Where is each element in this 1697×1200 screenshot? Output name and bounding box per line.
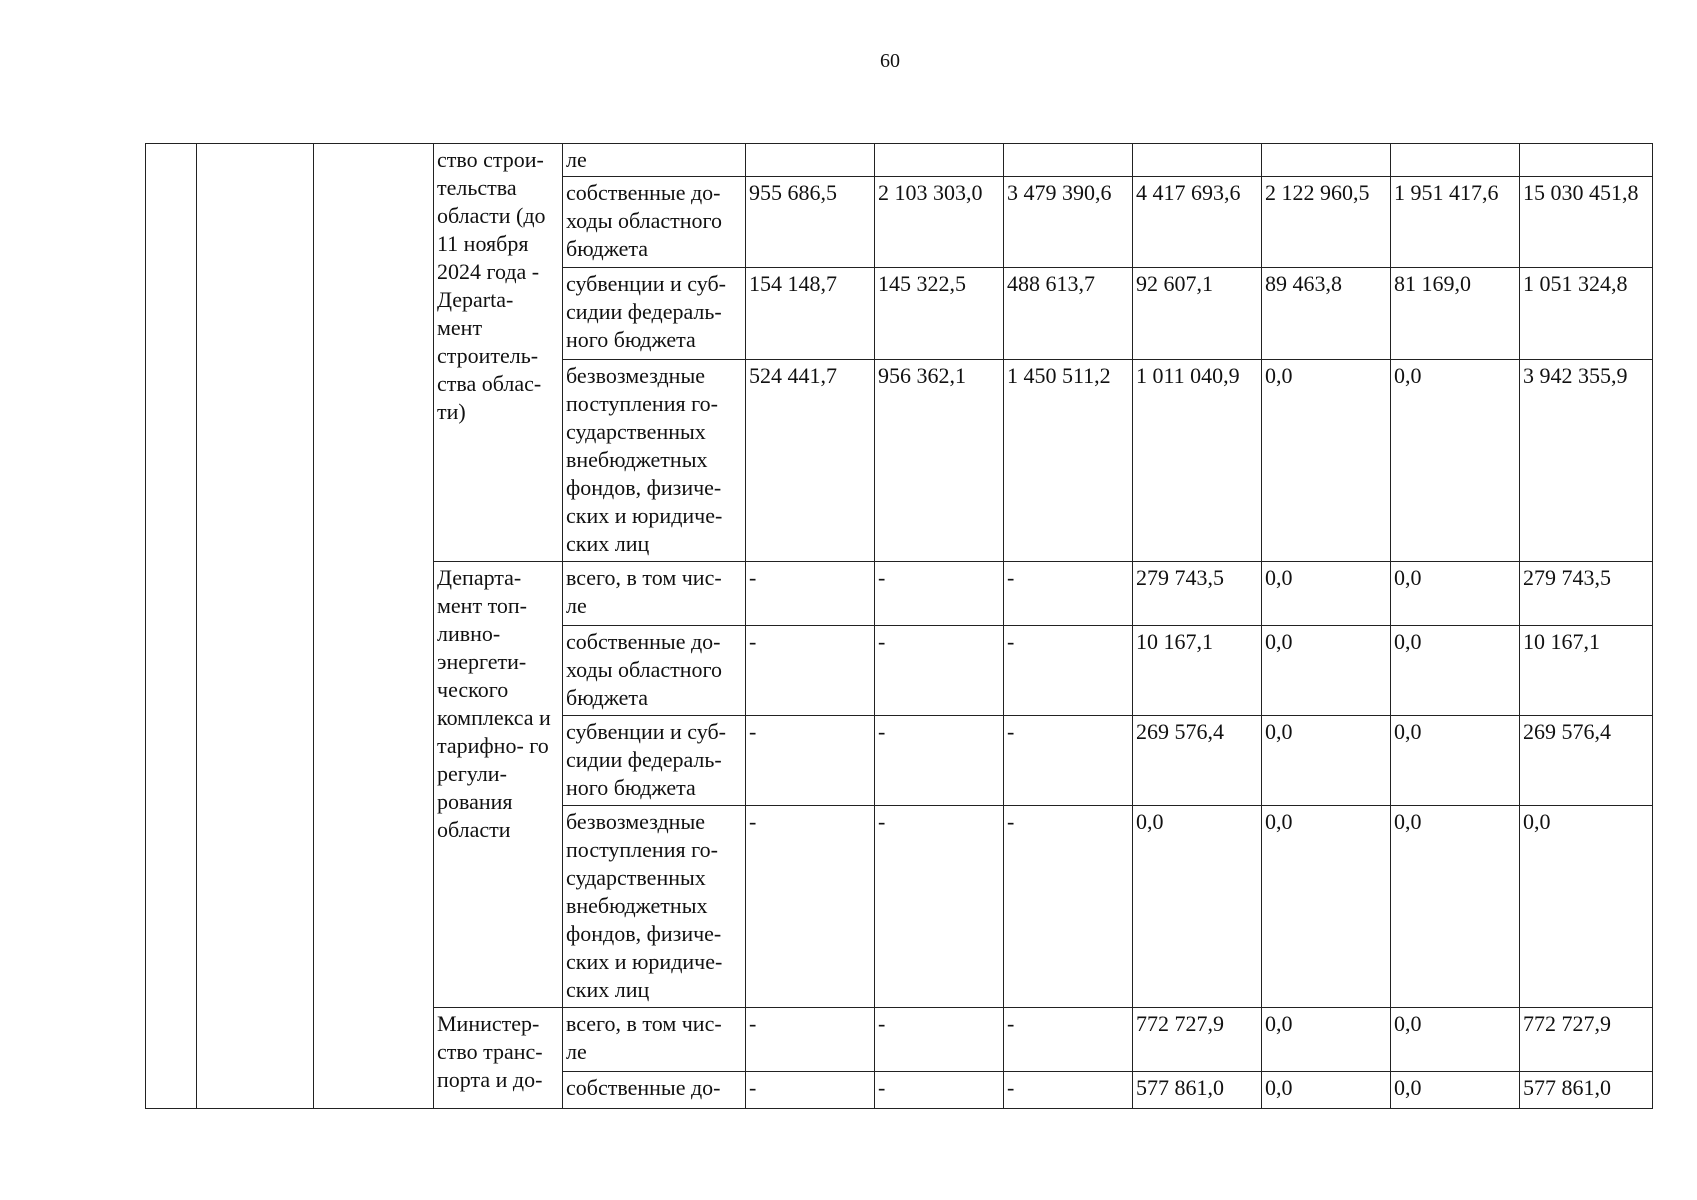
empty-cell: [197, 144, 314, 1109]
value-cell: -: [1004, 1072, 1133, 1109]
value-cell: 10 167,1: [1133, 626, 1262, 716]
total-value-cell: 577 861,0: [1520, 1072, 1653, 1109]
table-row: [146, 144, 1653, 177]
executor-cell: Департа- мент топ- ливно- энергети- ческого комплекса и тарифно- го регули- рования области: [434, 562, 563, 1008]
value-cell: 2 103 303,0: [875, 177, 1004, 268]
total-value-cell: 269 576,4: [1520, 716, 1653, 806]
funding-source-cell: субвенции и суб- сидии федераль- ного бюджета: [563, 716, 746, 806]
value-cell: -: [875, 562, 1004, 626]
total-value-cell: 0,0: [1520, 806, 1653, 1008]
value-cell: 81 169,0: [1391, 268, 1520, 360]
value-cell: [1262, 144, 1391, 177]
value-cell: [875, 144, 1004, 177]
total-value-cell: 10 167,1: [1520, 626, 1653, 716]
funding-source-cell: безвозмездные поступления го- сударственных внебюджетных фондов, физиче- ских и юридиче- ских лиц: [563, 360, 746, 562]
value-cell: 577 861,0: [1133, 1072, 1262, 1109]
value-cell: 0,0: [1133, 806, 1262, 1008]
value-cell: 488 613,7: [1004, 268, 1133, 360]
value-cell: [1133, 144, 1262, 177]
value-cell: 524 441,7: [746, 360, 875, 562]
value-cell: 0,0: [1391, 1072, 1520, 1109]
value-cell: 145 322,5: [875, 268, 1004, 360]
value-cell: 154 148,7: [746, 268, 875, 360]
executor-cell: Министер- ство транс- порта и до-: [434, 1008, 563, 1109]
value-cell: 0,0: [1262, 360, 1391, 562]
value-cell: 89 463,8: [1262, 268, 1391, 360]
total-value-cell: 1 051 324,8: [1520, 268, 1653, 360]
value-cell: -: [1004, 626, 1133, 716]
value-cell: 956 362,1: [875, 360, 1004, 562]
value-cell: 0,0: [1391, 806, 1520, 1008]
funding-source-cell: собственные до-: [563, 1072, 746, 1109]
funding-table: [145, 143, 1653, 1109]
executor-cell: ство строи- тельства области (до 11 ноября 2024 года - Деparta- мент строитель- ства облас- ти): [434, 144, 563, 562]
value-cell: 92 607,1: [1133, 268, 1262, 360]
value-cell: 4 417 693,6: [1133, 177, 1262, 268]
value-cell: -: [1004, 1008, 1133, 1072]
value-cell: 269 576,4: [1133, 716, 1262, 806]
value-cell: 1 951 417,6: [1391, 177, 1520, 268]
value-cell: [746, 144, 875, 177]
value-cell: -: [746, 806, 875, 1008]
value-cell: 3 479 390,6: [1004, 177, 1133, 268]
funding-source-cell: всего, в том чис- ле: [563, 562, 746, 626]
value-cell: 2 122 960,5: [1262, 177, 1391, 268]
total-value-cell: 772 727,9: [1520, 1008, 1653, 1072]
value-cell: 0,0: [1391, 360, 1520, 562]
total-value-cell: 3 942 355,9: [1520, 360, 1653, 562]
value-cell: -: [1004, 806, 1133, 1008]
value-cell: 0,0: [1262, 716, 1391, 806]
value-cell: [1391, 144, 1520, 177]
value-cell: 0,0: [1262, 562, 1391, 626]
empty-cell: [146, 144, 197, 1109]
value-cell: -: [746, 716, 875, 806]
value-cell: -: [746, 1008, 875, 1072]
value-cell: 279 743,5: [1133, 562, 1262, 626]
value-cell: 1 450 511,2: [1004, 360, 1133, 562]
funding-source-cell: безвозмездные поступления го- сударственных внебюджетных фондов, физиче- ских и юридиче- ских лиц: [563, 806, 746, 1008]
value-cell: 955 686,5: [746, 177, 875, 268]
funding-source-cell: всего, в том чис- ле: [563, 1008, 746, 1072]
funding-source-cell: субвенции и суб- сидии федераль- ного бюджета: [563, 268, 746, 360]
value-cell: 0,0: [1391, 1008, 1520, 1072]
funding-source-cell: собственные до- ходы областного бюджета: [563, 626, 746, 716]
value-cell: -: [875, 806, 1004, 1008]
value-cell: -: [875, 716, 1004, 806]
value-cell: -: [875, 1008, 1004, 1072]
value-cell: 0,0: [1262, 806, 1391, 1008]
value-cell: 0,0: [1262, 626, 1391, 716]
value-cell: [1004, 144, 1133, 177]
value-cell: 0,0: [1262, 1008, 1391, 1072]
total-value-cell: [1520, 144, 1653, 177]
value-cell: -: [746, 562, 875, 626]
total-value-cell: 15 030 451,8: [1520, 177, 1653, 268]
value-cell: -: [746, 626, 875, 716]
funding-source-cell: ле: [563, 144, 746, 177]
value-cell: -: [746, 1072, 875, 1109]
page-number: 60: [880, 50, 900, 72]
value-cell: 772 727,9: [1133, 1008, 1262, 1072]
total-value-cell: 279 743,5: [1520, 562, 1653, 626]
value-cell: -: [875, 626, 1004, 716]
value-cell: 1 011 040,9: [1133, 360, 1262, 562]
funding-source-cell: собственные до- ходы областного бюджета: [563, 177, 746, 268]
value-cell: 0,0: [1391, 626, 1520, 716]
value-cell: -: [1004, 716, 1133, 806]
value-cell: 0,0: [1262, 1072, 1391, 1109]
value-cell: -: [1004, 562, 1133, 626]
value-cell: -: [875, 1072, 1004, 1109]
empty-cell: [314, 144, 434, 1109]
value-cell: 0,0: [1391, 562, 1520, 626]
value-cell: 0,0: [1391, 716, 1520, 806]
